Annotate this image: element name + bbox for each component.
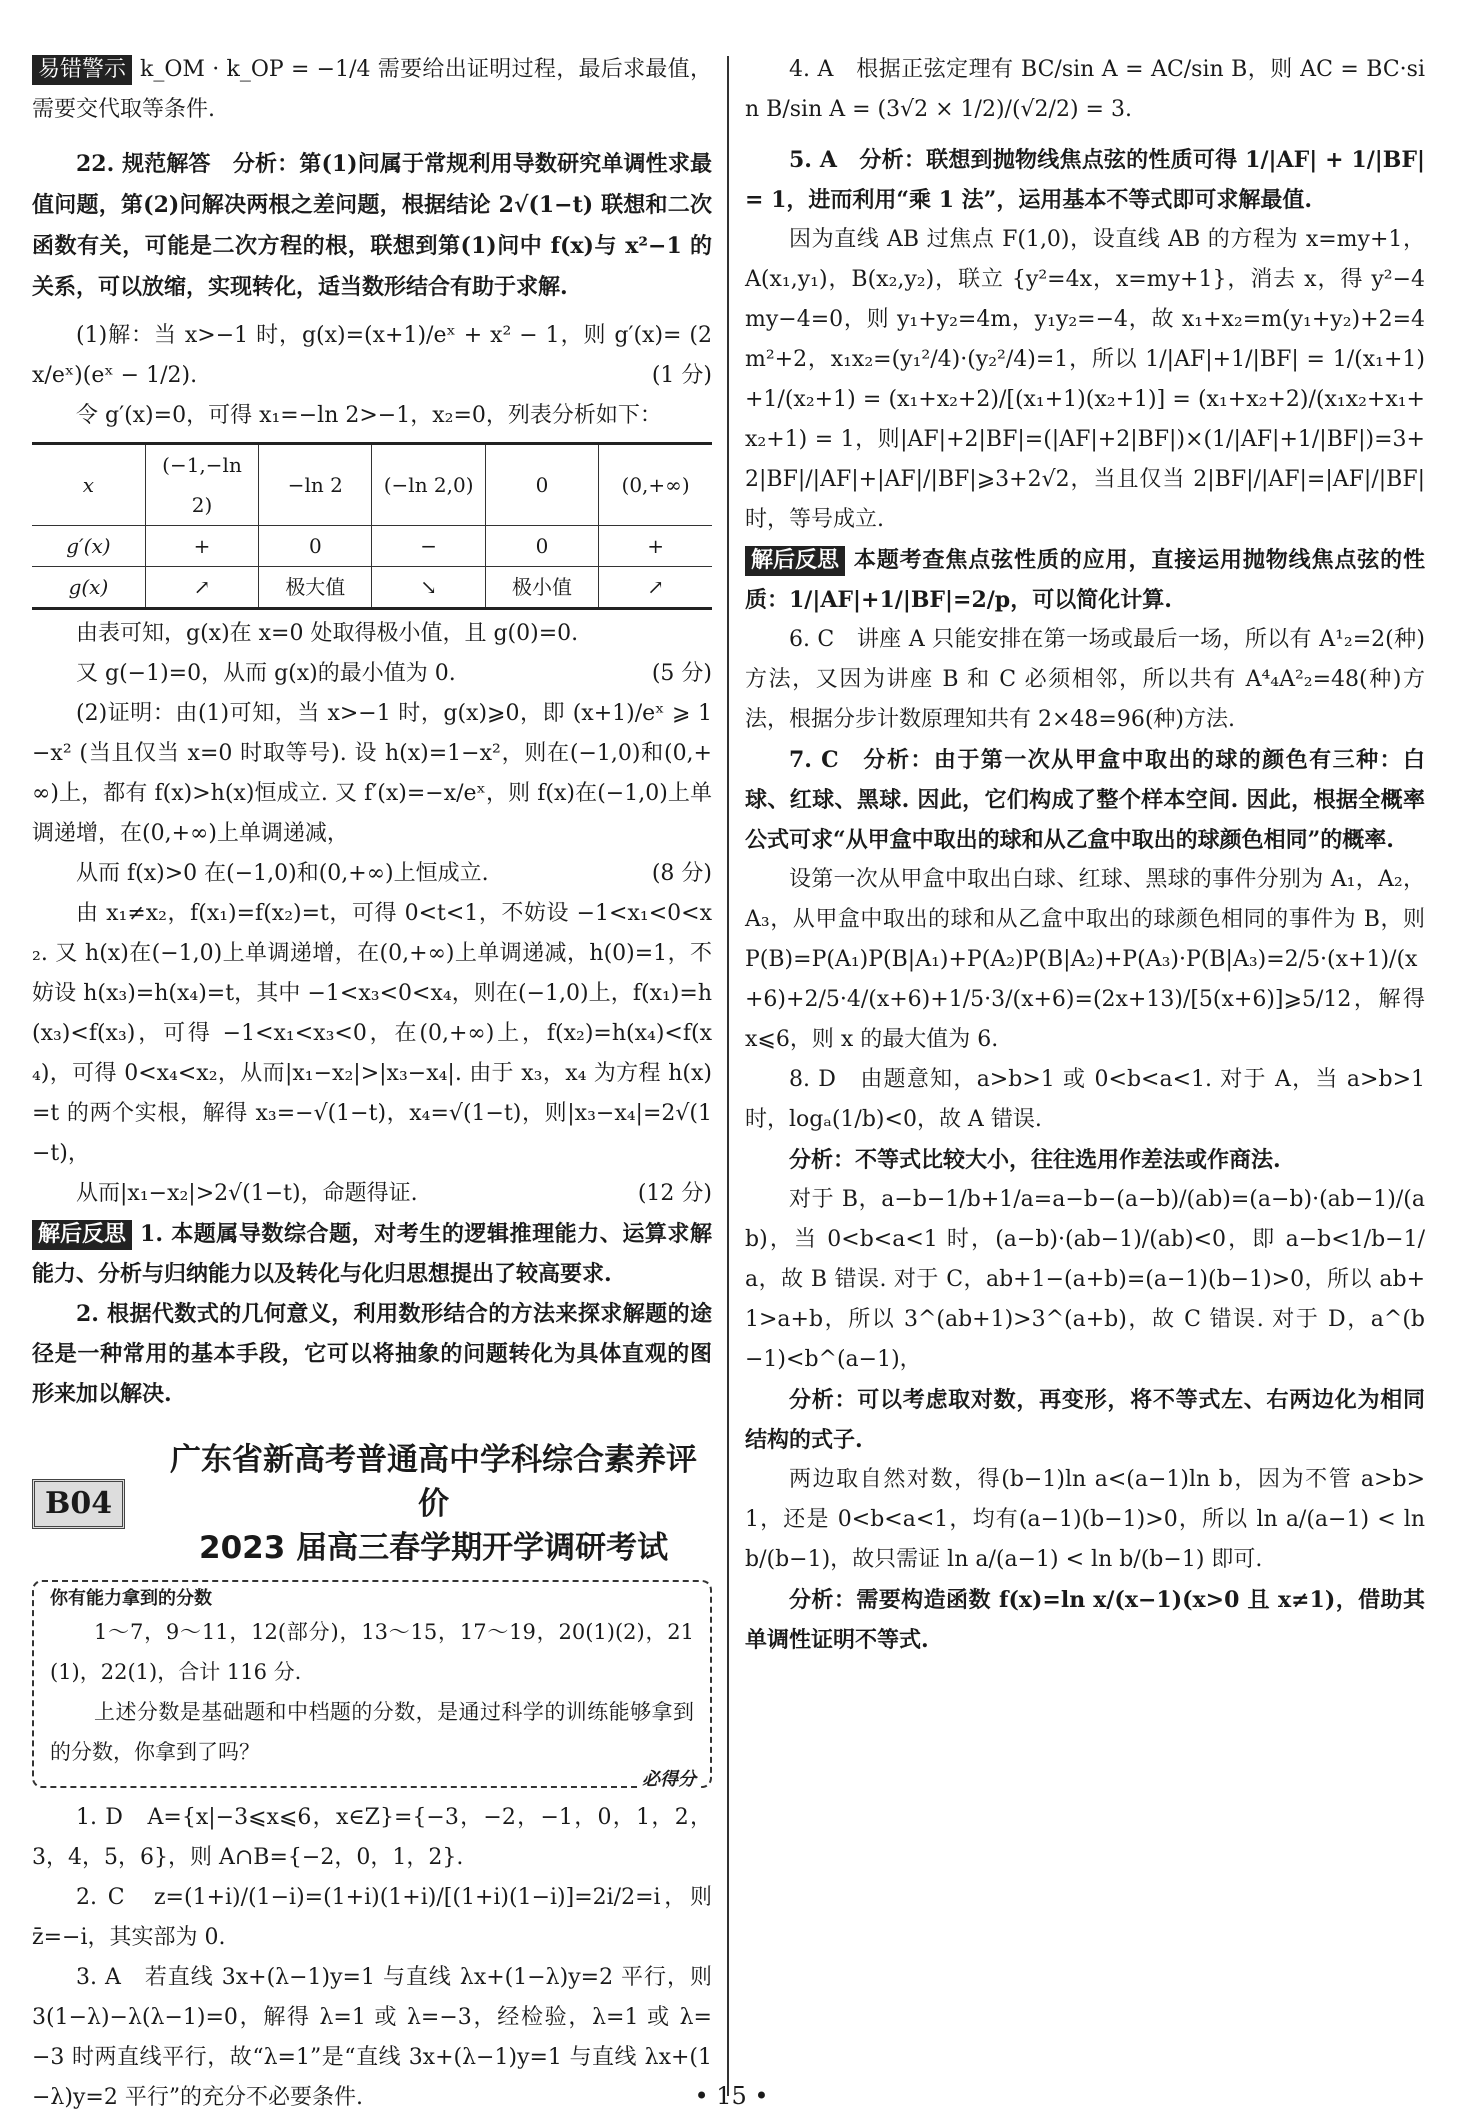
answer-8-body: 对于 B，a−b−1/b+1/a=a−b−(a−b)/(ab)=(a−b)·(ab−1)/(ab)，当 0<b<a<1 时，(a−b)·(ab−1)/(ab)<0，即 a−b<1/b−1/a，故 B 错误. 对于 C，ab+1−(a+b)=(a−1)(b−1)>0，所以 ab+1>a+b，所以 3^(ab+1)>3^(a+b)，故 C 错误. 对于 D，a^(b−1)<b^(a−1)， bbox=[745, 1187, 1425, 1372]
score-box-title: 你有能力拿到的分数 bbox=[50, 1588, 212, 1609]
table-cell: 0 bbox=[485, 444, 598, 526]
left-column bbox=[32, 50, 712, 2118]
section-title-line2: 2023 届高三春学期开学调研考试 bbox=[199, 1530, 669, 1566]
section-title-line1: 广东省新高考普通高中学科综合素养评价 bbox=[170, 1442, 698, 1522]
text: 又 g(−1)=0，从而 g(x)的最小值为 0. bbox=[76, 661, 456, 686]
stamp-logo: 必得分 bbox=[638, 1760, 700, 1800]
warning-tag: 易错警示 bbox=[32, 55, 132, 85]
table-cell: (−1,−ln 2) bbox=[145, 444, 258, 526]
score: (12 分) bbox=[637, 1181, 712, 1206]
table-row bbox=[32, 567, 712, 609]
answer-5-analysis bbox=[745, 140, 1425, 220]
column-divider bbox=[727, 56, 729, 2096]
warning-text: k_OM · k_OP = −1/4 需要给出证明过程，最后求最值，需要交代取等条件. bbox=[32, 57, 712, 122]
score-box-text: 1～7，9～11，12(部分)，13～15，17～19，20(1)(2)，21(1)，22(1)，合计 116 分. bbox=[50, 1620, 694, 1684]
reflection-tag: 解后反思 bbox=[32, 1220, 132, 1250]
table-cell: g′(x) bbox=[32, 526, 145, 567]
table-cell: 0 bbox=[485, 526, 598, 567]
table-cell: 极大值 bbox=[259, 567, 372, 609]
q22-analysis bbox=[32, 144, 712, 308]
q22-heading: 22. 规范解答 bbox=[76, 151, 211, 177]
answer-1: 1. D A={x|−3⩽x⩽6，x∈Z}={−3，−2，−1，0，1，2，3，4，5，6}，则 A∩B={−2，0，1，2}. bbox=[32, 1805, 712, 1870]
reflection bbox=[745, 540, 1425, 620]
table-cell: (0,+∞) bbox=[599, 444, 712, 526]
answer-8-analysis: 分析：需要构造函数 f(x)=ln x/(x−1)(x>0 且 x≠1)，借助其单调性证明不等式. bbox=[745, 1587, 1425, 1653]
answer-5-body: 因为直线 AB 过焦点 F(1,0)，设直线 AB 的方程为 x=my+1，A(x₁,y₁)，B(x₂,y₂)，联立 {y²=4x，x=my+1}，消去 x，得 y²−4my−4=0，则 y₁+y₂=4m，y₁y₂=−4，故 x₁+x₂=m(y₁+y₂)+2=4m²+2，x₁x₂=(y₁²/4)·(y₂²/4)=1，所以 1/|AF|+1/|BF| = 1/(x₁+1)+1/(x₂+1) = (x₁+x₂+2)/[(x₁+1)(x₂+1)] = (x₁+x₂+2)/(x₁x₂+x₁+x₂+1) = 1，则|AF|+2|BF|=(|AF|+2|BF|)×(1/|AF|+1/|BF|)=3+2|BF|/|AF|+|AF|/|BF|⩾3+2√2，当且仅当 2|BF|/|AF|=|AF|/|BF| 时，等号成立. bbox=[745, 227, 1425, 532]
text: 从而 f(x)>0 在(−1,0)和(0,+∞)上恒成立. bbox=[76, 861, 489, 886]
paragraph bbox=[32, 654, 712, 694]
table-cell: − bbox=[372, 526, 485, 567]
answer-5-heading: 5. A bbox=[789, 147, 837, 173]
score: (1 分) bbox=[651, 363, 712, 388]
part1-text: (1)解：当 x>−1 时，g(x)=(x+1)/eˣ + x² − 1，则 g′(x)= (2x/eˣ)(eˣ − 1/2). bbox=[32, 323, 712, 388]
text: 分析：联想到抛物线焦点弦的性质可得 1/|AF| + 1/|BF| = 1，进而利用“乘 1 法”，运用基本不等式即可求解最值. bbox=[745, 147, 1425, 213]
paragraph bbox=[32, 854, 712, 894]
reflection-2: 2. 根据代数式的几何意义，利用数形结合的方法来探求解题的途径是一种常用的基本手段，它可以将抽象的问题转化为具体直观的图形来加以解决. bbox=[32, 1301, 712, 1407]
table-cell: + bbox=[599, 526, 712, 567]
answer-3: 3. A 若直线 3x+(λ−1)y=1 与直线 λx+(1−λ)y=2 平行，则 3(1−λ)−λ(λ−1)=0，解得 λ=1 或 λ=−3，经检验，λ=1 或 λ=−3 时两直线平行，故“λ=1”是“直线 3x+(λ−1)y=1 与直线 λx+(1−λ)y=2 平行”的充分不必要条件. bbox=[32, 1965, 712, 2110]
score-box-text: 上述分数是基础题和中档题的分数，是通过科学的训练能够拿到的分数，你拿到了吗？ bbox=[50, 1700, 694, 1764]
table-cell: + bbox=[145, 526, 258, 567]
table-cell: 极小值 bbox=[485, 567, 598, 609]
page-number: • 15 • bbox=[694, 2082, 769, 2110]
table-cell: 0 bbox=[259, 526, 372, 567]
answer-8-analysis: 分析：可以考虑取对数，再变形，将不等式左、右两边化为相同结构的式子. bbox=[745, 1387, 1425, 1453]
table-row bbox=[32, 526, 712, 567]
table-cell: ↗ bbox=[145, 567, 258, 609]
answer-8-analysis: 分析：不等式比较大小，往往选用作差法或作商法. bbox=[789, 1147, 1281, 1173]
text: 从而|x₁−x₂|>2√(1−t)，命题得证. bbox=[76, 1181, 418, 1206]
score-box bbox=[32, 1580, 712, 1788]
paragraph bbox=[32, 1174, 712, 1214]
table-cell: ↗ bbox=[599, 567, 712, 609]
sign-table bbox=[32, 442, 712, 610]
right-column bbox=[745, 50, 1425, 1660]
text: 1. 本题属导数综合题，对考生的逻辑推理能力、运算求解能力、分析与归纳能力以及转化与化归思想提出了较高要求. bbox=[32, 1221, 712, 1287]
answer-4: 4. A 根据正弦定理有 BC/sin A = AC/sin B，则 AC = BC·sin B/sin A = (3√2 × 1/2)/(√2/2) = 3. bbox=[745, 57, 1425, 122]
table-cell: g(x) bbox=[32, 567, 145, 609]
answer-8-body: 两边取自然对数，得(b−1)ln a<(a−1)ln b，因为不管 a>b>1，还是 0<b<a<1，均有(a−1)(b−1)>0，所以 ln a/(a−1) < ln b/(b−1)，故只需证 ln a/(a−1) < ln b/(b−1) 即可. bbox=[745, 1467, 1425, 1572]
score: (5 分) bbox=[651, 661, 712, 686]
table-row bbox=[32, 444, 712, 526]
table-cell: x bbox=[32, 444, 145, 526]
section-badge: B04 bbox=[32, 1479, 125, 1529]
answer-7-body: 设第一次从甲盒中取出白球、红球、黑球的事件分别为 A₁，A₂，A₃，从甲盒中取出的球和从乙盒中取出的球颜色相同的事件为 B，则 P(B)=P(A₁)P(B|A₁)+P(A₂)P(B|A₂)+P(A₃)·P(B|A₃)=2/5·(x+1)/(x+6)+2/5·4/(x+6)+1/5·3/(x+6)=(2x+13)/[5(x+6)]⩾5/12，解得 x⩽6，则 x 的最大值为 6. bbox=[745, 867, 1425, 1052]
answer-6: 6. C 讲座 A 只能安排在第一场或最后一场，所以有 A¹₂=2(种)方法，又因为讲座 B 和 C 必须相邻，所以共有 A⁴₄A²₂=48(种)方法，根据分步计数原理知共有 2×48=96(种)方法. bbox=[745, 627, 1425, 732]
score: (8 分) bbox=[651, 861, 712, 886]
answer-8: 8. D 由题意知，a>b>1 或 0<b<a<1. 对于 A，当 a>b>1 时，logₐ(1/b)<0，故 A 错误. bbox=[745, 1067, 1425, 1132]
paragraph: 由表可知，g(x)在 x=0 处取得极小值，且 g(0)=0. bbox=[76, 621, 579, 646]
answer-7-heading: 7. C bbox=[789, 747, 839, 773]
table-cell: ↘ bbox=[372, 567, 485, 609]
section-title bbox=[155, 1438, 712, 1570]
answer-7-analysis bbox=[745, 740, 1425, 860]
reflection-1 bbox=[32, 1214, 712, 1294]
table-cell: −ln 2 bbox=[259, 444, 372, 526]
text: 本题考查焦点弦性质的应用，直接运用抛物线焦点弦的性质：1/|AF|+1/|BF|=2/p，可以简化计算. bbox=[745, 547, 1425, 613]
text: 分析：由于第一次从甲盒中取出的球的颜色有三种：白球、红球、黑球. 因此，它们构成了整个样本空间. 因此，根据全概率公式可求“从甲盒中取出的球和从乙盒中取出的球颜色相同”的概率. bbox=[745, 747, 1425, 853]
q22-part1 bbox=[32, 316, 712, 396]
reflection-tag: 解后反思 bbox=[745, 546, 845, 576]
table-cell: (−ln 2,0) bbox=[372, 444, 485, 526]
section-header bbox=[32, 1438, 712, 1570]
answer-2: 2. C z=(1+i)/(1−i)=(1+i)(1+i)/[(1+i)(1−i)]=2i/2=i，则 z̄=−i，其实部为 0. bbox=[32, 1885, 712, 1950]
q22-table-intro: 令 g′(x)=0，可得 x₁=−ln 2>−1，x₂=0，列表分析如下： bbox=[76, 403, 662, 428]
part2-paragraph: (2)证明：由(1)可知，当 x>−1 时，g(x)⩾0，即 (x+1)/eˣ ⩾ 1−x² (当且仅当 x=0 时取等号). 设 h(x)=1−x²，则在(−1,0)和(0,+∞)上，都有 f(x)>h(x)恒成立. 又 f′(x)=−x/eˣ，则 f(x)在(−1,0)上单调递增，在(0,+∞)上单调递减， bbox=[32, 701, 712, 846]
warning-paragraph bbox=[32, 50, 712, 130]
q22-analysis-text: 分析：第(1)问属于常规利用导数研究单调性求最值问题，第(2)问解决两根之差问题，根据结论 2√(1−t) 联想和二次函数有关，可能是二次方程的根，联想到第(1)问中 f(x)与 x²−1 的关系，可以放缩，实现转化，适当数形结合有助于求解. bbox=[32, 151, 712, 300]
paragraph: 由 x₁≠x₂，f(x₁)=f(x₂)=t，可得 0<t<1，不妨设 −1<x₁<0<x₂. 又 h(x)在(−1,0)上单调递增，在(0,+∞)上单调递减，h(0)=1，不妨设 h(x₃)=h(x₄)=t，其中 −1<x₃<0<x₄，则在(−1,0)上，f(x₁)=h(x₃)<f(x₃)，可得 −1<x₁<x₃<0，在(0,+∞)上，f(x₂)=h(x₄)<f(x₄)，可得 0<x₄<x₂，从而|x₁−x₂|>|x₃−x₄|. 由于 x₃，x₄ 为方程 h(x)=t 的两个实根，解得 x₃=−√(1−t)，x₄=√(1−t)，则|x₃−x₄|=2√(1−t)， bbox=[32, 901, 712, 1166]
